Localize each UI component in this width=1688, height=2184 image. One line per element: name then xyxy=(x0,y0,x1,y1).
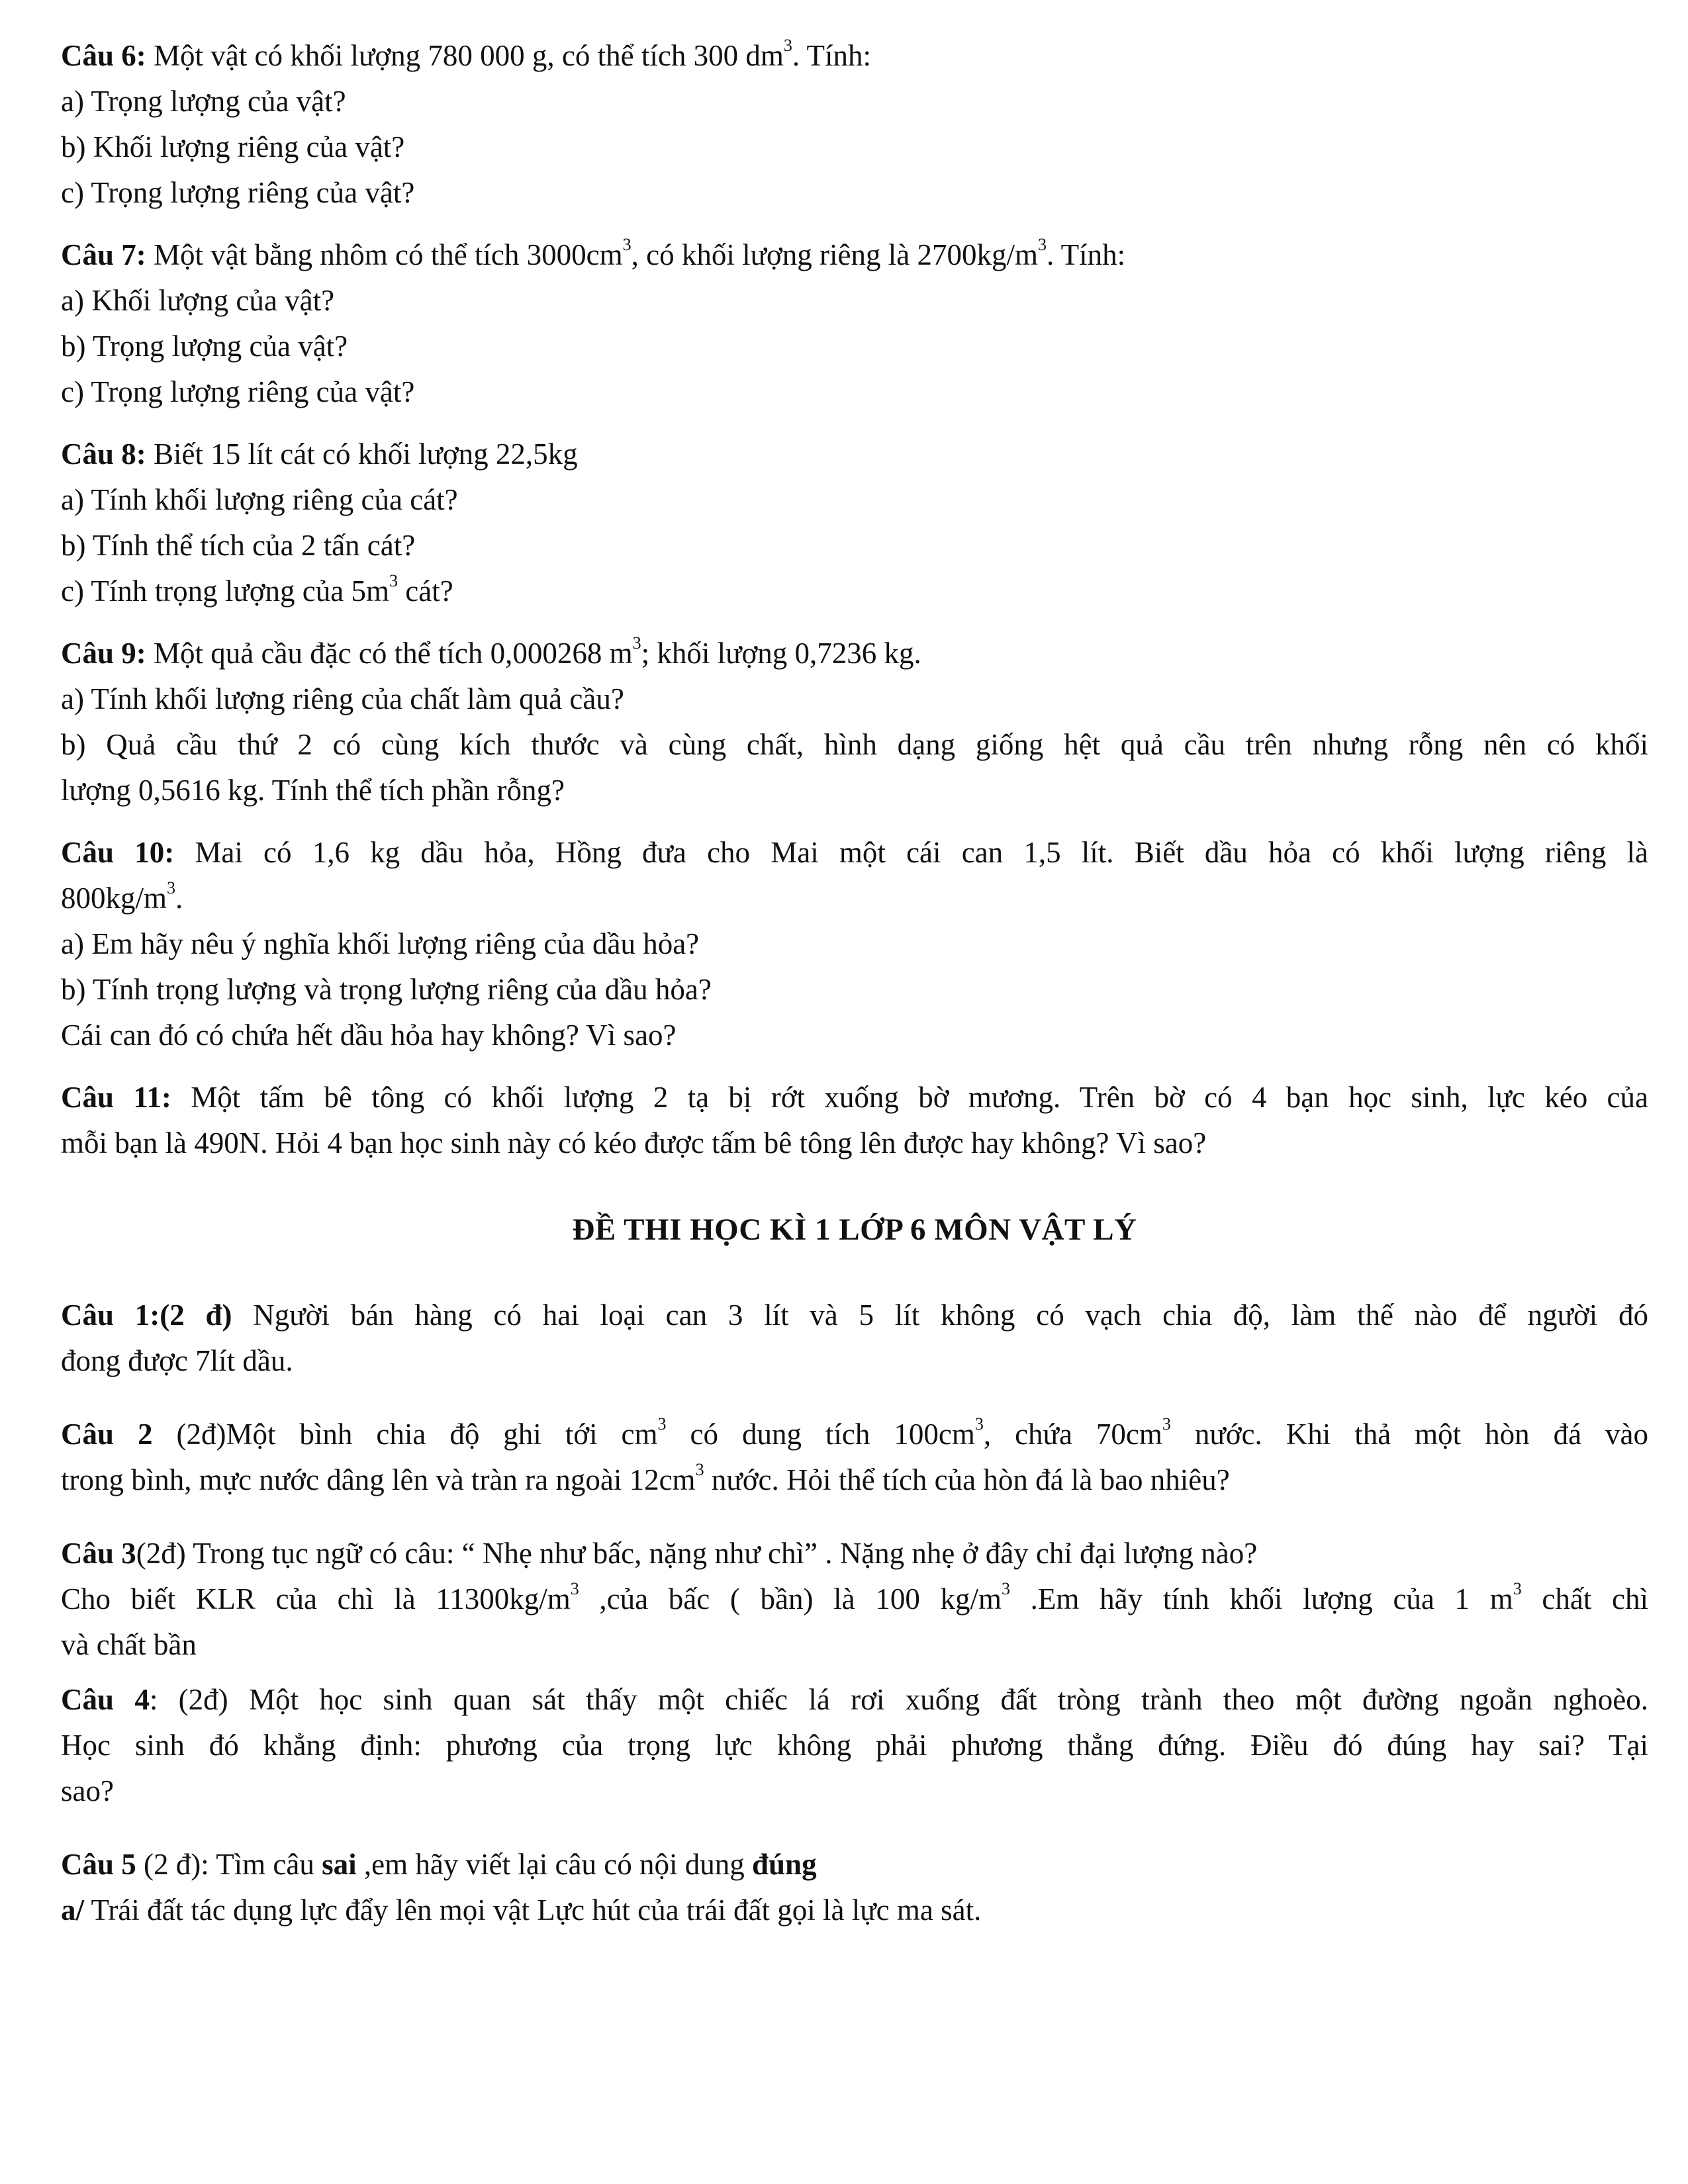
exam-question-3-data: Cho biết KLR của chì là $11300kg/m^3$ ,của bấc ( bần) là 100 $kg/m^3$ .Em hãy tính khối lượng của 1 $m^3$ chất chì xyxy=(61,1579,1648,1615)
question-6-a: a) Trọng lượng của vật? xyxy=(61,85,346,118)
question-6-c: c) Trọng lượng riêng của vật? xyxy=(61,176,415,209)
exam-question-5-stem: Câu 5 (2 đ): Tìm câu sai ,em hãy viết lại câu có nội dung đúng xyxy=(61,1848,817,1881)
question-label: Câu 9: xyxy=(61,637,146,670)
question-label: Câu 2 xyxy=(61,1418,153,1451)
exam-question-5-a: a/ Trái đất tác dụng lực đẩy lên mọi vật Lực hút của trái đất gọi là lực ma sát. xyxy=(61,1893,982,1927)
question-7-b: b) Trọng lượng của vật? xyxy=(61,330,348,363)
question-label: Câu 1:(2 đ) xyxy=(61,1298,232,1332)
exam-question-3 xyxy=(61,1531,1648,1668)
exam-question-4-stem: Câu 4: (2đ) Một học sinh quan sát thấy một chiếc lá rơi xuống đất tròng trành theo một đường ngoằn nghoèo. xyxy=(61,1683,1648,1716)
question-7 xyxy=(61,232,1648,415)
question-label: Câu 5 xyxy=(61,1848,136,1881)
question-label: Câu 4 xyxy=(61,1683,150,1716)
question-7-c: c) Trọng lượng riêng của vật? xyxy=(61,375,415,408)
question-8-c: c) Tính trọng lượng của $5m^3$ cát? xyxy=(61,571,453,608)
exam-question-4-line2: Học sinh đó khẳng định: phương của trọng lực không phải phương thẳng đứng. Điều đó đúng hay sai? Tại xyxy=(61,1729,1648,1762)
question-9-b-line1: b) Quả cầu thứ 2 có cùng kích thước và cùng chất, hình dạng giống hệt quả cầu trên nhưng rỗng nên có khối xyxy=(61,728,1648,761)
question-10-a: a) Em hãy nêu ý nghĩa khối lượng riêng của dầu hỏa? xyxy=(61,927,700,960)
exam-question-5 xyxy=(61,1842,1648,1933)
question-9-a: a) Tính khối lượng riêng của chất làm quả cầu? xyxy=(61,682,624,715)
exam-question-4 xyxy=(61,1677,1648,1814)
question-8 xyxy=(61,432,1648,614)
question-label: Câu 3 xyxy=(61,1537,136,1570)
question-11-line2: mỗi bạn là 490N. Hỏi 4 bạn học sinh này có kéo được tấm bê tông lên được hay không? Vì sao? xyxy=(61,1126,1207,1160)
question-7-a: a) Khối lượng của vật? xyxy=(61,284,335,317)
emphasis-correct: đúng xyxy=(751,1848,817,1881)
question-label: Câu 11: xyxy=(61,1081,171,1114)
question-10-c: Cái can đó có chứa hết dầu hỏa hay không? Vì sao? xyxy=(61,1019,677,1052)
option-label: a/ xyxy=(61,1893,85,1927)
question-7-stem: Câu 7: Một vật bằng nhôm có thể tích $3000cm^3$, có khối lượng riêng là $2700kg/m^3$. Tính: xyxy=(61,235,1126,271)
exam-question-2-stem: Câu 2 (2đ)Một bình chia độ ghi tới $cm^3$ có dung tích $100cm^3$, chứa $70cm^3$ nước. Khi thả một hòn đá vào xyxy=(61,1414,1649,1451)
question-label: Câu 10: xyxy=(61,836,175,869)
question-label: Câu 6: xyxy=(61,39,146,72)
question-6-b: b) Khối lượng riêng của vật? xyxy=(61,130,405,163)
exam-question-3-stem: Câu 3(2đ) Trong tục ngữ có câu: “ Nhẹ như bấc, nặng như chì” . Nặng nhẹ ở đây chỉ đại lượng nào? xyxy=(61,1537,1258,1570)
question-label: Câu 7: xyxy=(61,238,146,271)
exam-question-2 xyxy=(61,1412,1648,1503)
exam-question-1-stem: Câu 1:(2 đ) Người bán hàng có hai loại can 3 lít và 5 lít không có vạch chia độ, làm thế nào để người đó xyxy=(61,1298,1649,1332)
question-8-b: b) Tính thể tích của 2 tấn cát? xyxy=(61,529,416,562)
emphasis-wrong: sai xyxy=(322,1848,357,1881)
question-8-a: a) Tính khối lượng riêng của cát? xyxy=(61,483,458,516)
question-6-stem: Câu 6: Một vật có khối lượng 780 000 g, có thể tích 300 $dm^3$. Tính: xyxy=(61,36,872,72)
question-10 xyxy=(61,830,1648,1058)
document-page xyxy=(61,33,1648,1933)
question-11 xyxy=(61,1075,1648,1166)
question-10-stem-line2: $800kg/m^3$. xyxy=(61,878,183,915)
exam-question-3-data-line2: và chất bần xyxy=(61,1628,197,1661)
question-8-stem: Câu 8: Biết 15 lít cát có khối lượng 22,5kg xyxy=(61,437,578,471)
exam-question-1-line2: đong được 7lít dầu. xyxy=(61,1344,293,1377)
exam-question-2-line2: trong bình, mực nước dâng lên và tràn ra ngoài $12cm^3$ nước. Hỏi thể tích của hòn đá là bao nhiêu? xyxy=(61,1460,1230,1496)
exam-question-1 xyxy=(61,1293,1648,1384)
question-9-stem: Câu 9: Một quả cầu đặc có thể tích 0,000268 $m^3$; khối lượng 0,7236 kg. xyxy=(61,633,921,670)
question-9-b-line2: lượng 0,5616 kg. Tính thể tích phần rỗng? xyxy=(61,774,565,807)
question-9 xyxy=(61,631,1648,813)
question-6 xyxy=(61,33,1648,216)
exam-title: ĐỀ THI HỌC KÌ 1 LỚP 6 MÔN VẬT LÝ xyxy=(572,1212,1137,1247)
exam-question-4-line3: sao? xyxy=(61,1774,114,1807)
question-10-b: b) Tính trọng lượng và trọng lượng riêng của dầu hỏa? xyxy=(61,973,712,1006)
question-label: Câu 8: xyxy=(61,437,146,471)
question-11-stem: Câu 11: Một tấm bê tông có khối lượng 2 tạ bị rớt xuống bờ mương. Trên bờ có 4 bạn học sinh, lực kéo của xyxy=(61,1081,1648,1114)
question-10-stem: Câu 10: Mai có 1,6 kg dầu hỏa, Hồng đưa cho Mai một cái can 1,5 lít. Biết dầu hỏa có khối lượng riêng là xyxy=(61,836,1648,869)
